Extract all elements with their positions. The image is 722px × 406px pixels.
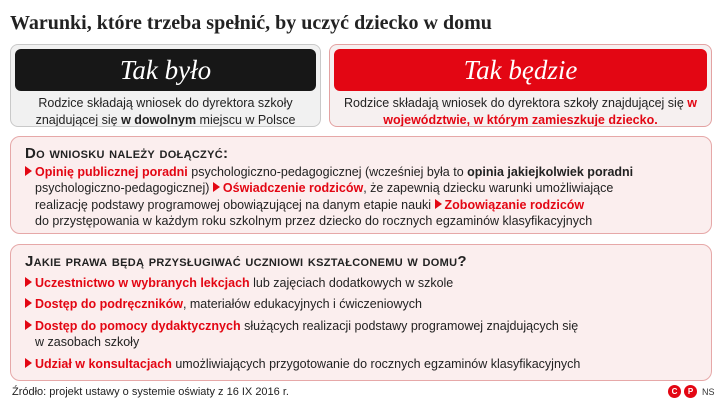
- rights-item-label: Uczestnictwo w wybranych lekcjach: [35, 276, 250, 290]
- logo-mark-c: C: [668, 385, 681, 398]
- after-panel: [329, 44, 712, 127]
- rights-item: [25, 356, 699, 372]
- rights-box: [10, 244, 712, 381]
- rights-item-text: , materiałów edukacyjnych i ćwiczeniowych: [182, 297, 422, 312]
- before-text-part: Rodzice składają wniosek do dyrektora szkoły znajdującej się: [35, 96, 293, 127]
- rights-item-label: Dostęp do pomocy dydaktycznych: [35, 318, 241, 333]
- before-text-part: miejscu w Polsce: [196, 113, 296, 127]
- rights-item: [25, 296, 699, 312]
- attachment-text: realizację podstawy programowej obowiązującej na danym etapie nauki: [35, 197, 435, 212]
- after-text-part: Rodzice składają wniosek do dyrektora szkoły znajdującej się: [344, 96, 688, 110]
- before-panel: [10, 44, 321, 127]
- attachment-item-3: Zobowiązanie rodziców: [444, 197, 585, 212]
- rights-item: [25, 318, 699, 351]
- rights-item-label: Dostęp do podręczników: [35, 297, 183, 312]
- attachments-title: Do wniosku należy dołączyć:: [25, 145, 229, 162]
- after-text-red: w województwie, w którym zamieszkuje dziecko.: [383, 96, 697, 127]
- rights-item-text: lub zajęciach dodatkowych w szkole: [249, 276, 454, 290]
- rights-item-text: umożliwiających przygotowanie do rocznych egzaminów klasyfikacyjnych: [171, 356, 581, 371]
- attachments-box: [10, 136, 712, 234]
- before-text: [11, 91, 320, 127]
- rights-item: [25, 275, 699, 291]
- after-heading: Tak będzie: [334, 49, 707, 91]
- author-initials: NS: [702, 386, 715, 397]
- rights-item-text: służących realizacji podstawy programowej znajdujących się: [240, 318, 579, 333]
- attachment-text: psychologiczno-pedagogicznej (wcześniej była to: [187, 165, 468, 179]
- publisher-logo: [668, 385, 715, 398]
- arrow-icon: [25, 277, 32, 287]
- infographic-title: Warunki, które trzeba spełnić, by uczyć dziecko w domu: [10, 12, 492, 34]
- rights-item-continuation: w zasobach szkoły: [35, 335, 140, 350]
- attachment-item-1: Opinię publicznej poradni: [35, 165, 188, 179]
- arrow-icon: [25, 298, 32, 308]
- attachment-item-2: Oświadczenie rodziców: [222, 181, 364, 196]
- before-heading: Tak było: [15, 49, 316, 91]
- arrow-icon: [25, 320, 32, 330]
- attachment-text: do przystępowania w każdym roku szkolnym przez dziecko do rocznych egzaminów klasyfikacyjnych: [35, 214, 593, 229]
- after-text: [330, 91, 711, 127]
- attachment-text: psychologiczno-pedagogicznej): [35, 181, 213, 196]
- arrow-icon: [25, 166, 32, 176]
- attachment-bold: opinia jakiejkolwiek poradni: [467, 165, 634, 179]
- rights-title: Jakie prawa będą przysługiwać uczniowi kształconemu w domu?: [25, 253, 467, 270]
- attachments-text: [25, 164, 699, 230]
- arrow-icon: [213, 182, 220, 192]
- before-text-bold: w dowolnym: [121, 113, 197, 127]
- arrow-icon: [25, 358, 32, 368]
- source-note: Źródło: projekt ustawy o systemie oświaty z 16 IX 2016 r.: [12, 386, 289, 398]
- attachment-text: , że zapewnią dziecku warunki umożliwiające: [363, 181, 614, 196]
- rights-item-label: Udział w konsultacjach: [35, 356, 172, 371]
- logo-mark-p: P: [684, 385, 697, 398]
- arrow-icon: [435, 199, 442, 209]
